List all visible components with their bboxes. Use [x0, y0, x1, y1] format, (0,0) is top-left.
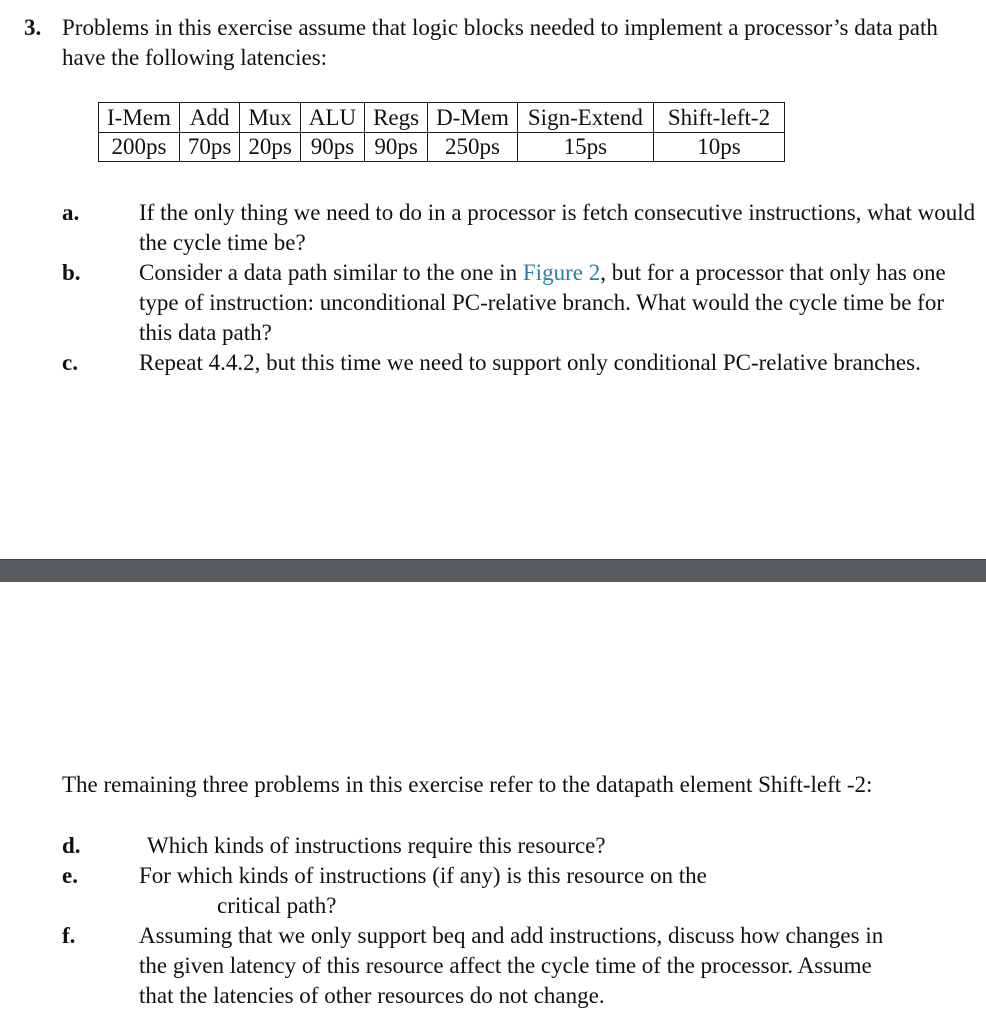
latency-table [98, 102, 785, 162]
header-cell-dmem: D-Mem [428, 103, 518, 133]
value-cell-mux: 20ps [240, 133, 300, 162]
item-text-c: Repeat 4.4.2, but this time we need to support only conditional PC-relative branches. [139, 350, 921, 375]
item-label-c: c. [62, 350, 78, 375]
problem-number: 3. [24, 15, 42, 40]
item-label-e: e. [62, 863, 78, 888]
item-text-e-line1: For which kinds of instructions (if any) is this resource on the [139, 863, 707, 888]
latency-value-row [99, 133, 785, 162]
header-cell-mux: Mux [240, 103, 300, 133]
item-text-b-after: , but for a processor that only has one type of instruction: unconditional PC-relative branch. What would the cycle time be for this data path? [139, 260, 946, 345]
header-cell-shift-left-2: Shift-left-2 [653, 103, 784, 133]
item-text-b [139, 258, 979, 348]
header-cell-sign-extend: Sign-Extend [517, 103, 653, 133]
header-cell-regs: Regs [365, 103, 428, 133]
value-cell-regs: 90ps [365, 133, 428, 162]
item-label-b: b. [62, 260, 81, 285]
page-divider [0, 559, 986, 582]
value-cell-sign-extend: 15ps [517, 133, 653, 162]
item-text-d: Which kinds of instructions require this resource? [147, 833, 606, 858]
latency-header-row [99, 103, 785, 133]
item-label-f: f. [62, 923, 76, 948]
item-text-e [139, 861, 959, 921]
value-cell-shift-left-2: 10ps [653, 133, 784, 162]
figure-2-link[interactable]: Figure 2 [522, 260, 601, 285]
value-cell-dmem: 250ps [428, 133, 518, 162]
value-cell-add: 70ps [179, 133, 239, 162]
remaining-intro: The remaining three problems in this exercise refer to the datapath element Shift-left -2: [62, 772, 873, 797]
header-cell-alu: ALU [300, 103, 364, 133]
item-text-f: Assuming that we only support beq and add instructions, discuss how changes in the given latency of this resource affect the cycle time of the processor. Assume that the latencies of other resources do not change. [139, 923, 884, 1008]
item-text-b-before: Consider a data path similar to the one in [139, 260, 523, 285]
header-cell-add: Add [179, 103, 239, 133]
value-cell-alu: 90ps [300, 133, 364, 162]
item-label-a: a. [62, 200, 80, 225]
item-label-d: d. [62, 833, 81, 858]
item-text-e-line2: critical path? [217, 893, 337, 918]
problem-intro: Problems in this exercise assume that logic blocks needed to implement a processor’s data path have the following latencies: [62, 15, 938, 70]
item-text-a: If the only thing we need to do in a processor is fetch consecutive instructions, what would the cycle time be? [139, 200, 976, 255]
header-cell-imem: I-Mem [99, 103, 180, 133]
value-cell-imem: 200ps [99, 133, 180, 162]
